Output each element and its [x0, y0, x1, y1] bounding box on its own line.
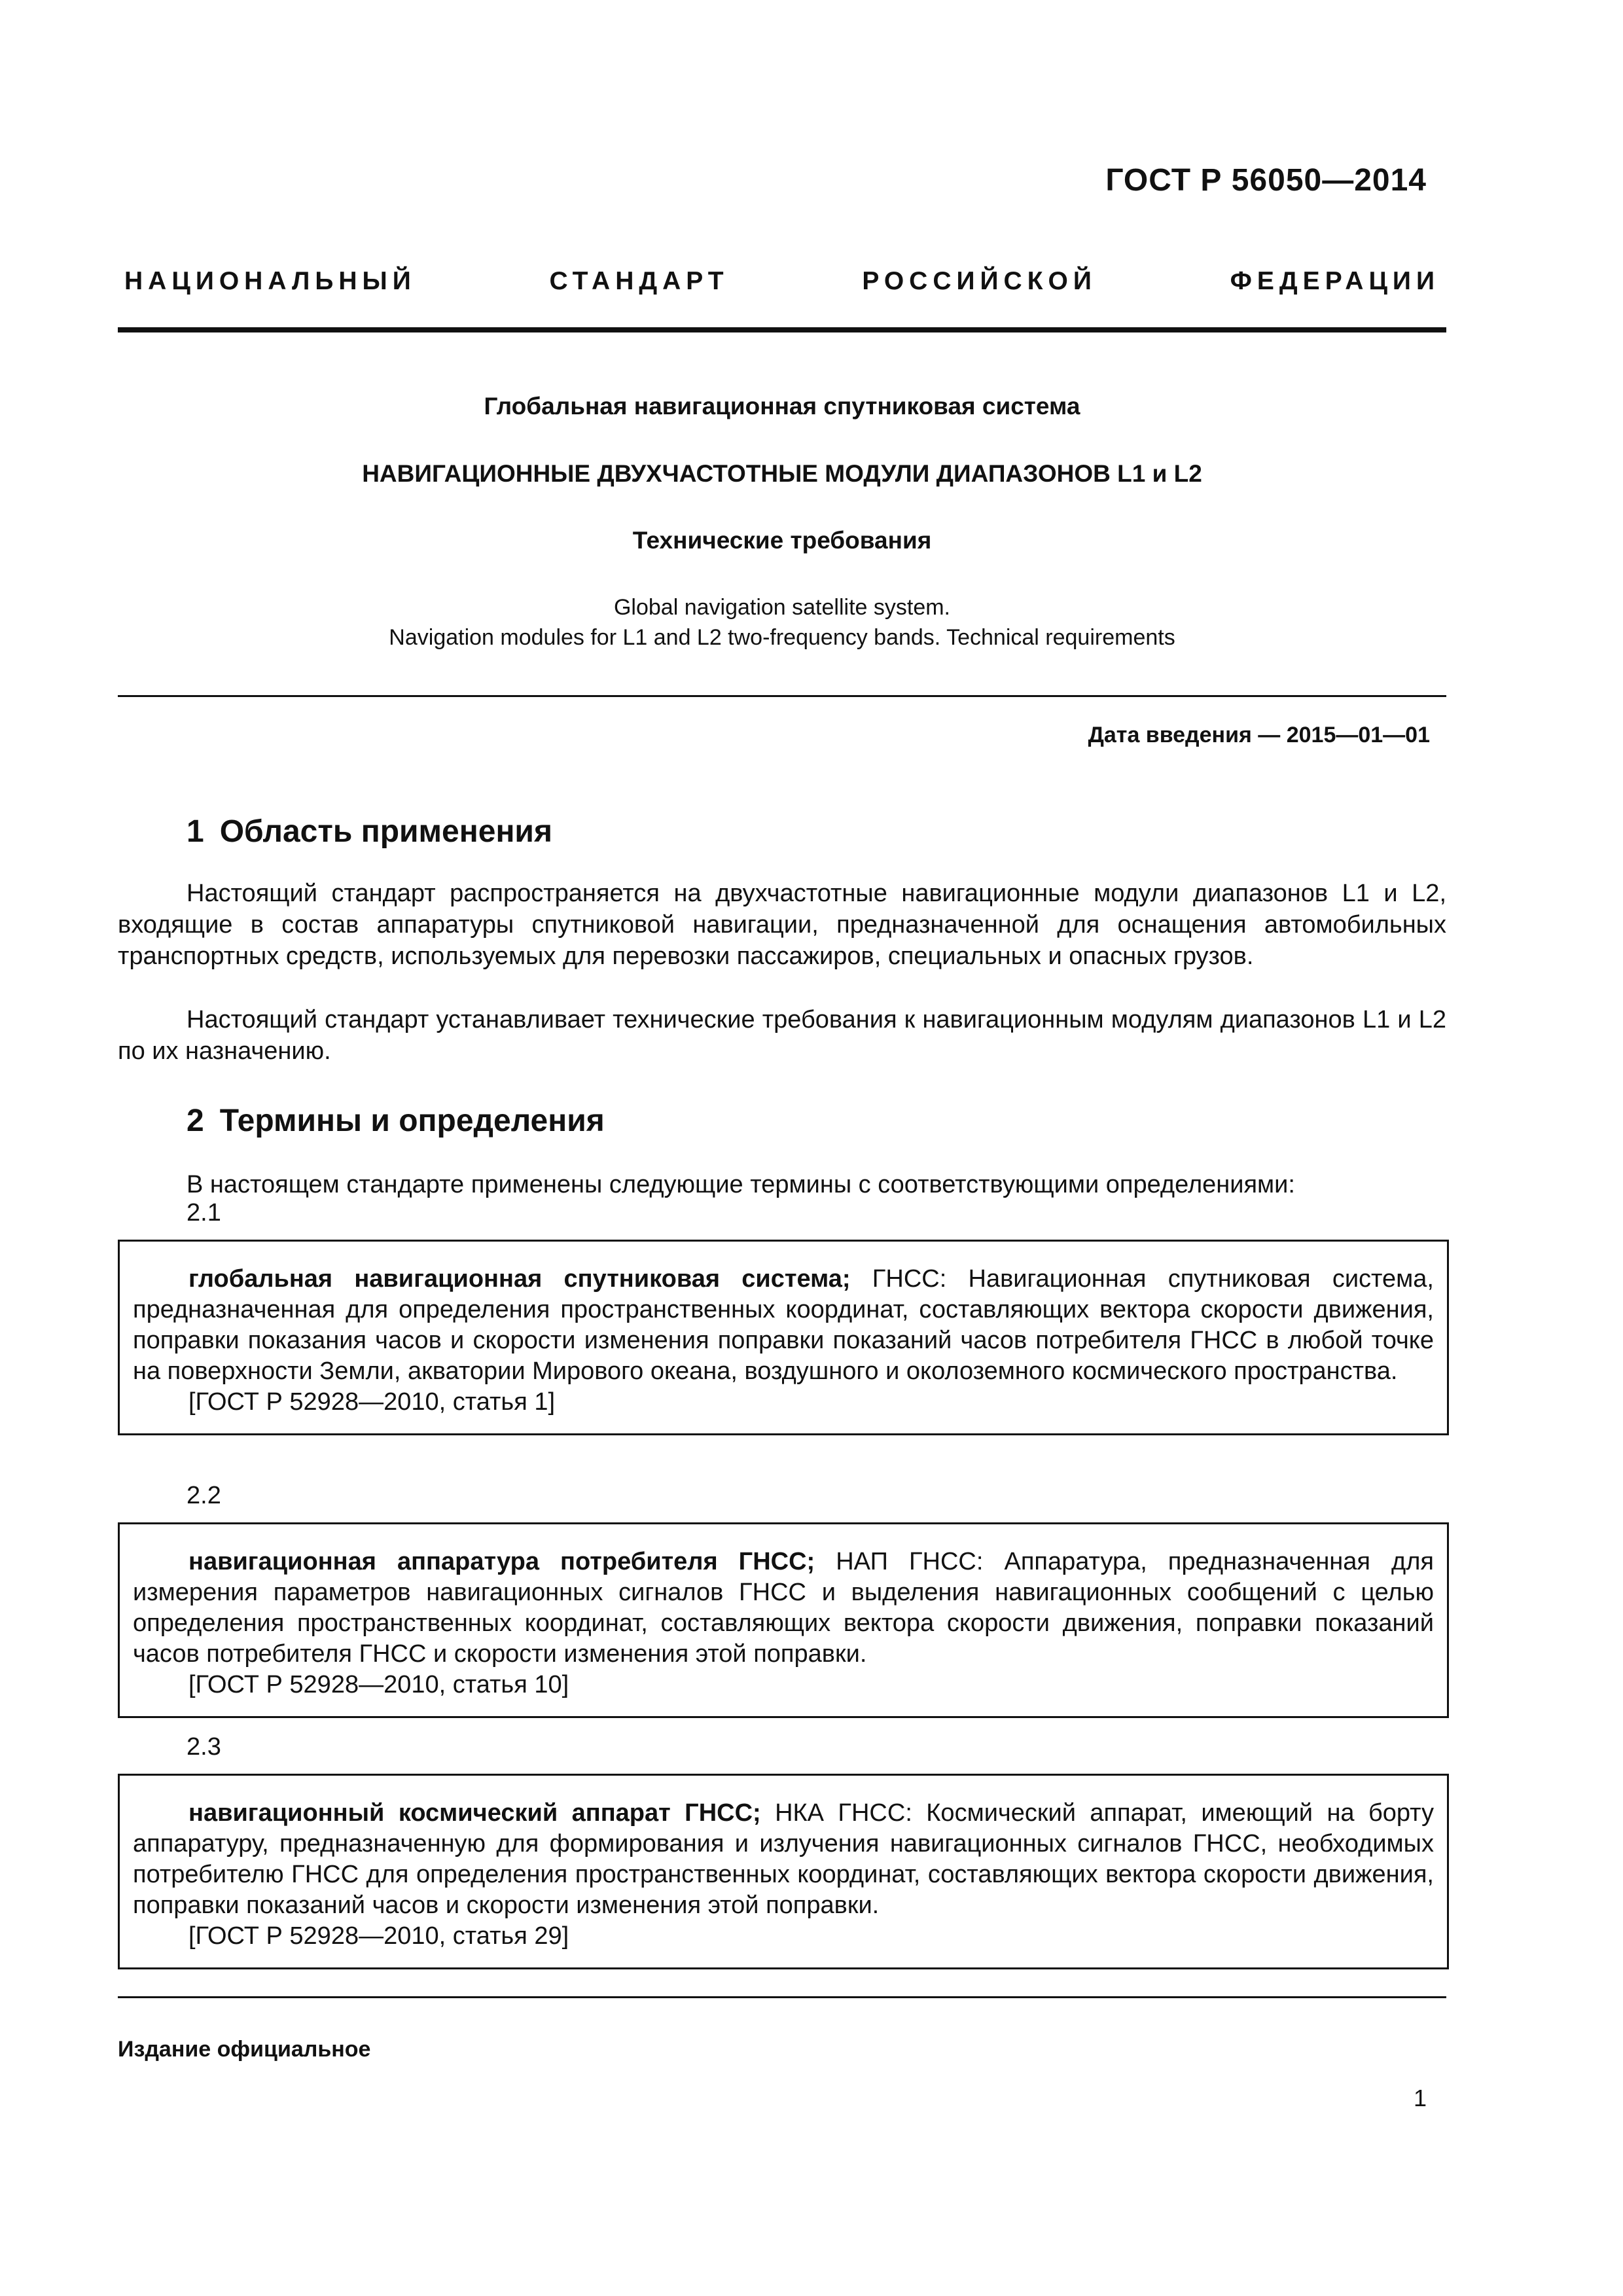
section-2-intro: В настоящем стандарте применены следующие термины с соответствующими определениями: [187, 1171, 1295, 1198]
term-definition-text: Космический аппарат, имеющий на борту аппаратуру, предназначенную для формирования и излучения навигационных сигналов ГНСС, необходимых потребителю ГНСС для определения пространственных координат, составляющих вектора скорости движения, поправки показаний часов и скорости изменения этой поправки. [133, 1799, 1434, 1919]
title-line-1: Глобальная навигационная спутниковая система [484, 393, 1080, 420]
introduction-date: Дата введения — 2015—01—01 [1088, 723, 1430, 747]
title-line-3: Технические требования [632, 527, 932, 554]
term-number: 2.2 [187, 1482, 221, 1509]
section-1-number: 1 [187, 814, 204, 849]
term-definition-box [118, 1240, 1449, 1435]
english-title [118, 592, 1446, 653]
term-name: навигационный космический аппарат ГНСС; [188, 1799, 761, 1827]
term-source: [ГОСТ Р 52928—2010, статья 10] [188, 1671, 569, 1698]
section-1-title: Область применения [219, 814, 552, 849]
english-title-line-2: Navigation modules for L1 and L2 two-frequency bands. Technical requirements [389, 625, 1175, 650]
term-definition [133, 1798, 1434, 1921]
footer-rule [118, 1996, 1446, 1998]
english-title-line-1: Global navigation satellite system. [613, 595, 951, 620]
term-definition-text: Аппаратура, предназначенная для измерения параметров навигационных сигналов ГНСС и выделения навигационных сообщений с целью определения пространственных координат, составляющих вектора скорости движения, поправки показаний часов потребителя ГНСС и скорости изменения этой поправки. [133, 1548, 1434, 1668]
term-definition-text: Навигационная спутниковая система, предназначенная для определения пространственных координат, составляющих вектора скорости движения, поправки показания часов и скорости изменения поправки показаний часов потребителя ГНСС в любой точке на поверхности Земли, акватории Мирового океана, воздушного и околоземного космического пространства. [133, 1265, 1434, 1385]
document-number: ГОСТ Р 56050—2014 [1105, 163, 1427, 198]
term-source: [ГОСТ Р 52928—2010, статья 29] [188, 1922, 569, 1950]
term-source: [ГОСТ Р 52928—2010, статья 1] [188, 1388, 556, 1416]
section-1-heading [187, 814, 552, 850]
section-2-title: Термины и определения [219, 1103, 605, 1138]
page-number: 1 [1413, 2085, 1427, 2111]
term-definition [133, 1264, 1434, 1387]
term-name: навигационная аппаратура потребителя ГНСС; [188, 1548, 815, 1575]
edition-label: Издание официальное [118, 2037, 371, 2062]
section-1-paragraph-1: Настоящий стандарт распространяется на двухчастотные навигационные модули диапазонов L1 и L2, входящие в состав аппаратуры спутниковой навигации, предназначенной для оснащения автомобильных транспортных средств, используемых для перевозки пассажиров, специальных и опасных грузов. [118, 880, 1446, 970]
term-definition-box [118, 1522, 1449, 1718]
term-number: 2.1 [187, 1199, 221, 1227]
term-abbreviation: ГНСС: [850, 1265, 947, 1293]
term-definition-box [118, 1774, 1449, 1969]
term-abbreviation: НАП ГНСС: [815, 1548, 984, 1575]
section-2-number: 2 [187, 1103, 204, 1138]
section-1-paragraph-2: Настоящий стандарт устанавливает технические требования к навигационным модулям диапазонов L1 и L2 по их назначению. [118, 1006, 1446, 1065]
term-abbreviation: НКА ГНСС: [760, 1799, 912, 1827]
term-number: 2.3 [187, 1733, 221, 1761]
section-2-heading [187, 1103, 605, 1139]
national-standard-banner: НАЦИОНАЛЬНЫЙ СТАНДАРТ РОССИЙСКОЙ ФЕДЕРАЦИИ [124, 267, 1440, 295]
title-line-2: НАВИГАЦИОННЫЕ ДВУХЧАСТОТНЫЕ МОДУЛИ ДИАПАЗОНОВ L1 и L2 [362, 460, 1202, 487]
term-definition [133, 1547, 1434, 1670]
title-rule [118, 695, 1446, 697]
header-rule [118, 327, 1446, 332]
term-name: глобальная навигационная спутниковая система; [188, 1265, 851, 1293]
